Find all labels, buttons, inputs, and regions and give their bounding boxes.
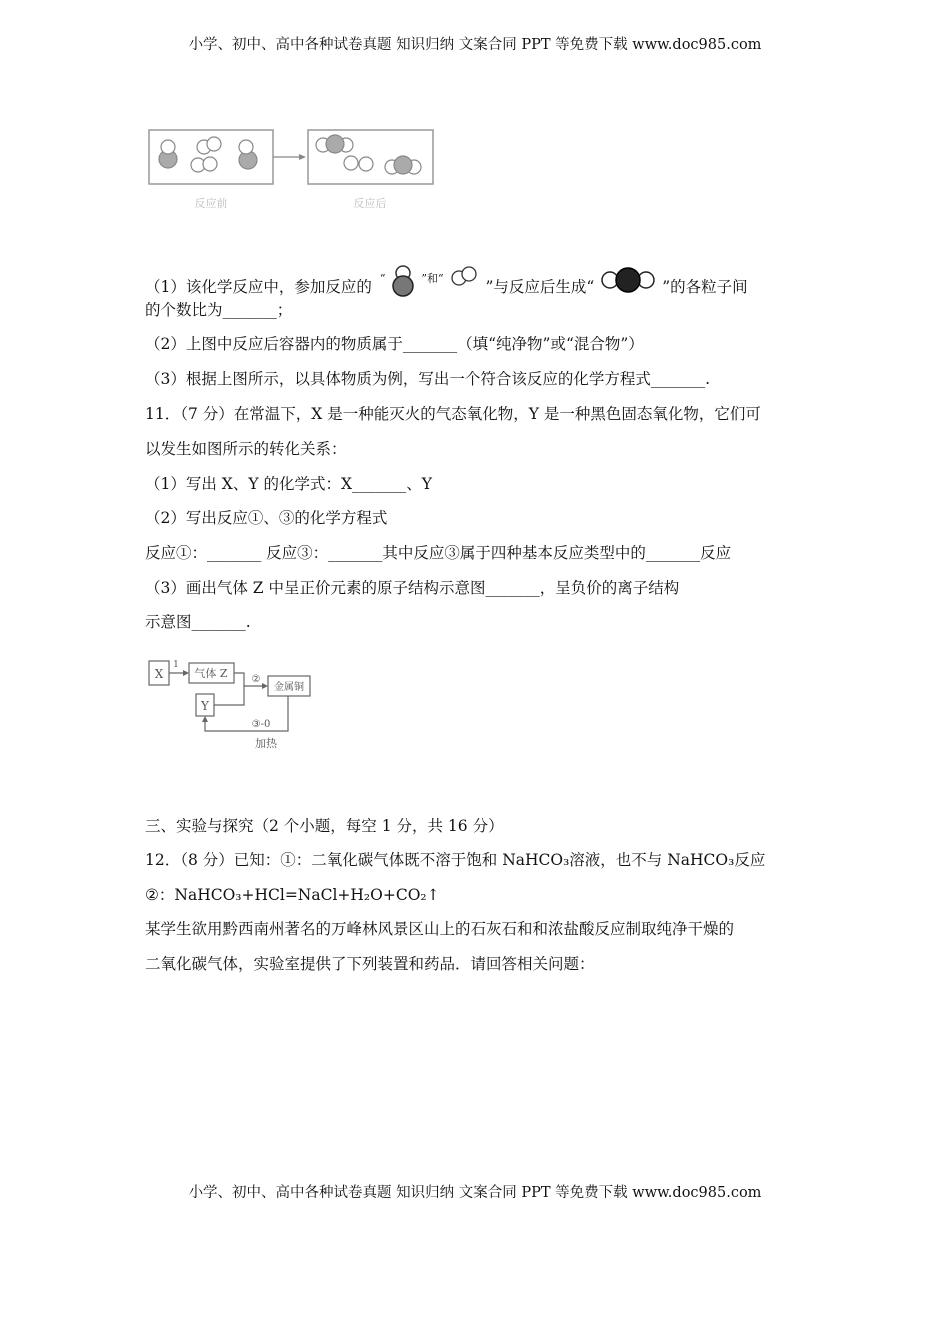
q12-line2: ②：NaHCO₃+HCl=NaCl+H₂O+CO₂↑ (145, 886, 440, 904)
label-x: X (154, 667, 164, 681)
q11-line6: （3）画出气体 Z 中呈正价元素的原子结构示意图_______，呈负价的离子结构 (145, 579, 680, 597)
q10-part2: （2）上图中反应后容器内的物质属于_______（填“纯净物”或“混合物”） (145, 335, 644, 353)
arrow-head (299, 154, 306, 160)
particle-gray-molecule-icon (390, 264, 416, 298)
q11-line5: 反应①：_______ 反应③：_______其中反应③属于四种基本反应类型中的_______反应 (145, 544, 732, 562)
page-footer: 小学、初中、高中各种试卷真题 知识归纳 文案合同 PPT 等免费下载 www.doc985.com (188, 1185, 762, 1201)
molecule-atom (326, 135, 344, 153)
q12-line4: 二氧化碳气体，实验室提供了下列装置和药品．请回答相关问题： (145, 955, 595, 973)
q11-line3: （1）写出 X、Y 的化学式：X_______、Y (145, 475, 433, 493)
label-heat: 加热 (255, 737, 277, 750)
molecule-atom (161, 140, 175, 154)
q11-line4: （2）写出反应①、③的化学方程式 (145, 509, 388, 527)
section3-title: 三、实验与探究（2 个小题，每空 1 分，共 16 分） (145, 817, 504, 835)
q11-line2: 以发生如图所示的转化关系： (145, 440, 347, 458)
q12-line1: 12．（8 分）已知：①：二氧化碳气体既不溶于饱和 NaHCO₃溶液，也不与 NaHCO₃反应 (145, 851, 766, 869)
q10-part1-line2: 的个数比为_______； (145, 301, 293, 319)
particle-white-molecule-icon (449, 264, 481, 290)
reaction-diagram (146, 127, 436, 212)
particle-product-molecule-icon (599, 266, 657, 294)
quote-open-1: “ (379, 272, 386, 285)
label-step3: ③-0 (251, 719, 271, 730)
q10-part1-text-a: （1）该化学反应中，参加反应的 (145, 278, 372, 296)
arrow-y-line (214, 686, 244, 705)
q11-line1: 11．（7 分）在常温下，X 是一种能灭火的气态氧化物，Y 是一种黑色固态氧化物，它们可 (145, 405, 761, 423)
arrow-1-head (183, 670, 189, 676)
molecule-atom (207, 137, 221, 151)
label-y: Y (201, 699, 209, 713)
q12-line3: 某学生欲用黔西南州著名的万峰林风景区山上的石灰石和和浓盐酸反应制取纯净干燥的 (145, 920, 735, 938)
molecule-atom (359, 157, 373, 171)
label-step2: ② (251, 674, 261, 685)
after-box (308, 130, 433, 184)
molecule-atom (203, 157, 217, 171)
label-after: 反应后 (353, 197, 387, 210)
q10-part1-line1 (145, 264, 748, 298)
arrow-3-line (205, 696, 288, 731)
molecule-atom (394, 156, 412, 174)
arrow-3-head (202, 716, 208, 722)
quote-and: ”和“ (421, 272, 444, 285)
q10-part1-text-tail: ”的各粒子间 (662, 278, 748, 296)
page-header: 小学、初中、高中各种试卷真题 知识归纳 文案合同 PPT 等免费下载 www.doc985.com (188, 37, 762, 53)
molecule-atom (239, 140, 253, 154)
arrow-2-head (262, 683, 268, 689)
transformation-diagram (146, 655, 346, 755)
label-copper: 金属铜 (274, 682, 304, 693)
label-gas-z: 气体 Z (194, 667, 228, 680)
quote-product: ”与反应后生成“ (485, 278, 595, 296)
molecule-atom (344, 156, 358, 170)
label-before: 反应前 (194, 197, 228, 210)
label-step1: 1 (173, 660, 179, 670)
q10-part3: （3）根据上图所示，以具体物质为例，写出一个符合该反应的化学方程式_______. (145, 370, 711, 388)
q11-line7: 示意图_______. (145, 613, 251, 631)
